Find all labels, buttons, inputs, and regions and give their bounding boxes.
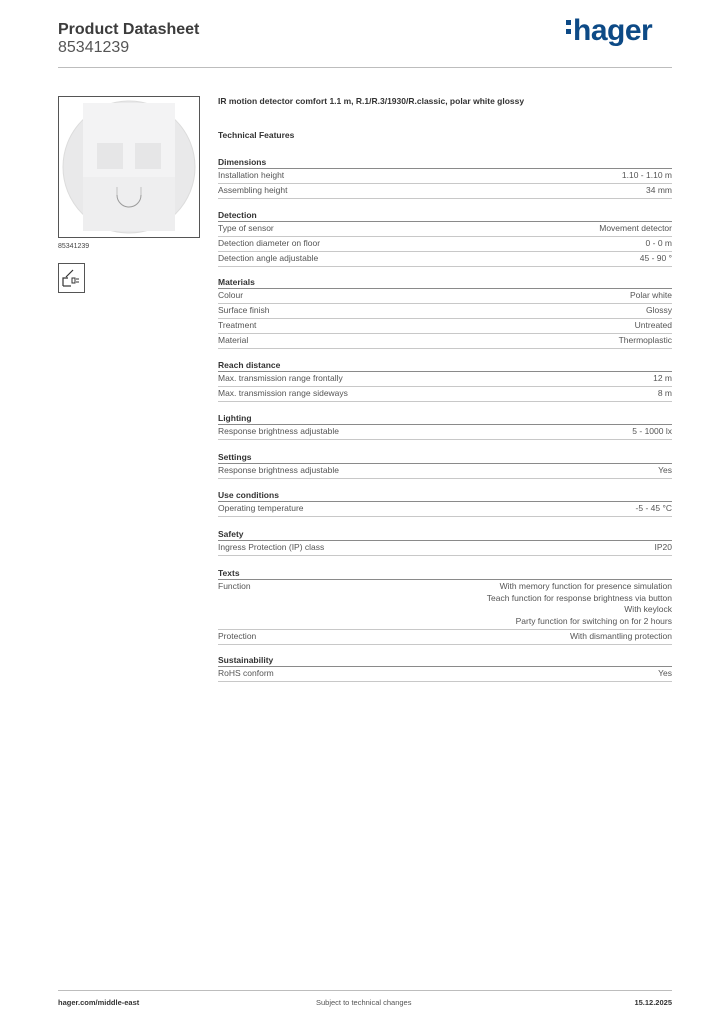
spec-value-line: Yes: [658, 465, 672, 475]
spec-value-line: 34 mm: [646, 185, 672, 195]
spec-value-line: Polar white: [629, 290, 672, 300]
spec-row: [218, 184, 672, 199]
motion-detector-illustration: [59, 97, 199, 237]
spec-value: [653, 373, 672, 385]
spec-label: Protection: [218, 630, 257, 641]
spec-value: [632, 426, 672, 438]
spec-row: [218, 580, 672, 630]
spec-row: [218, 630, 672, 645]
spec-label: Max. transmission range sideways: [218, 388, 348, 398]
spec-value: [658, 388, 672, 400]
spec-value: [622, 170, 672, 182]
section-safety: [218, 528, 672, 556]
spec-value: [658, 668, 672, 680]
section-title: Sustainability: [218, 654, 672, 667]
spec-label: Installation height: [218, 170, 285, 180]
section-title: Settings: [218, 451, 672, 464]
footer-date: 15.12.2025: [634, 998, 672, 1007]
spec-label: Response brightness adjustable: [218, 426, 339, 436]
spec-row: [218, 502, 672, 517]
section-title: Detection: [218, 209, 672, 222]
spec-value: [646, 185, 672, 197]
spec-label: Type of sensor: [218, 223, 274, 233]
spec-value-line: With memory function for presence simulation: [499, 581, 672, 591]
spec-row: [218, 425, 672, 440]
image-caption: 85341239: [58, 243, 90, 250]
spec-value: [570, 631, 672, 643]
spec-label: Colour: [218, 290, 244, 300]
spec-value-line: Glossy: [646, 305, 672, 315]
spec-value: [655, 542, 673, 554]
section-title: Dimensions: [218, 156, 672, 169]
spec-row: [218, 541, 672, 556]
spec-value: [636, 503, 672, 515]
spec-row: [218, 237, 672, 252]
spec-value: [646, 305, 672, 317]
spec-row: [218, 304, 672, 319]
spec-value-line: 5 - 1000 lx: [632, 426, 672, 436]
footer-website-link[interactable]: hager.com/middle-east: [58, 998, 140, 1007]
spec-value: [640, 253, 672, 265]
spec-value-line: Thermoplastic: [618, 335, 672, 345]
spec-value: [658, 465, 672, 477]
spec-row: [218, 289, 672, 304]
section-lighting: [218, 412, 672, 440]
spec-row: [218, 372, 672, 387]
spec-value-line: 8 m: [657, 388, 672, 398]
footer-note: Subject to technical changes: [316, 998, 412, 1007]
spec-value: [635, 320, 672, 332]
spec-label: Operating temperature: [218, 503, 304, 513]
logo-text: hager: [573, 14, 653, 47]
section-use-conditions: [218, 489, 672, 517]
spec-row: [218, 667, 672, 682]
spec-label: Detection diameter on floor: [218, 238, 321, 248]
section-detection: [218, 209, 672, 267]
spec-label: Ingress Protection (IP) class: [218, 542, 325, 552]
header-divider: [58, 67, 672, 68]
wall-mount-icon: [58, 263, 85, 293]
spec-value: [487, 581, 672, 627]
spec-value-line: -5 - 45 °C: [635, 503, 672, 513]
section-settings: [218, 451, 672, 479]
spec-row: [218, 169, 672, 184]
spec-row: [218, 464, 672, 479]
section-reach-distance: [218, 359, 672, 402]
footer-divider: [58, 990, 672, 991]
spec-value-line: 12 m: [653, 373, 672, 383]
spec-value: [599, 223, 672, 235]
product-number: 85341239: [58, 39, 130, 56]
spec-label: Function: [218, 581, 251, 591]
spec-label: Treatment: [218, 320, 257, 330]
spec-row: [218, 222, 672, 237]
section-title: Use conditions: [218, 489, 672, 502]
spec-label: RoHS conform: [218, 668, 274, 678]
spec-value: [630, 290, 672, 302]
hager-logo: [566, 14, 652, 48]
section-title: Reach distance: [218, 359, 672, 372]
spec-row: [218, 252, 672, 267]
section-title: Lighting: [218, 412, 672, 425]
section-title: Texts: [218, 567, 672, 580]
section-texts: [218, 567, 672, 645]
spec-value-line: Yes: [658, 668, 672, 678]
spec-value-line: Teach function for response brightness via button: [486, 592, 672, 603]
spec-row: [218, 387, 672, 402]
product-name: IR motion detector comfort 1.1 m, R.1/R.3/1930/R.classic, polar white glossy: [218, 96, 525, 106]
page-title: Product Datasheet: [58, 21, 200, 38]
spec-row: [218, 334, 672, 349]
spec-value: [646, 238, 672, 250]
spec-label: Response brightness adjustable: [218, 465, 339, 475]
spec-row: [218, 319, 672, 334]
section-sustainability: [218, 654, 672, 682]
section-dimensions: [218, 156, 672, 199]
product-image: [58, 96, 200, 238]
spec-value-line: IP20: [654, 542, 672, 552]
section-materials: [218, 276, 672, 349]
spec-value: [619, 335, 672, 347]
section-title: Materials: [218, 276, 672, 289]
spec-label: Material: [218, 335, 249, 345]
spec-value-line: 45 - 90 °: [639, 253, 672, 263]
spec-value-line: Movement detector: [599, 223, 672, 233]
spec-value-line: With keylock: [624, 604, 672, 614]
spec-label: Max. transmission range frontally: [218, 373, 343, 383]
spec-label: Detection angle adjustable: [218, 253, 319, 263]
spec-value-line: 0 - 0 m: [645, 238, 672, 248]
spec-label: Assembling height: [218, 185, 288, 195]
spec-value-line: With dismantling protection: [569, 630, 672, 641]
technical-features-title: Technical Features: [218, 130, 295, 140]
spec-value-line: Party function for switching on for 2 hours: [515, 615, 672, 626]
spec-value-line: Untreated: [634, 320, 672, 330]
spec-label: Surface finish: [218, 305, 270, 315]
spec-value-line: 1.10 - 1.10 m: [621, 170, 672, 180]
section-title: Safety: [218, 528, 672, 541]
